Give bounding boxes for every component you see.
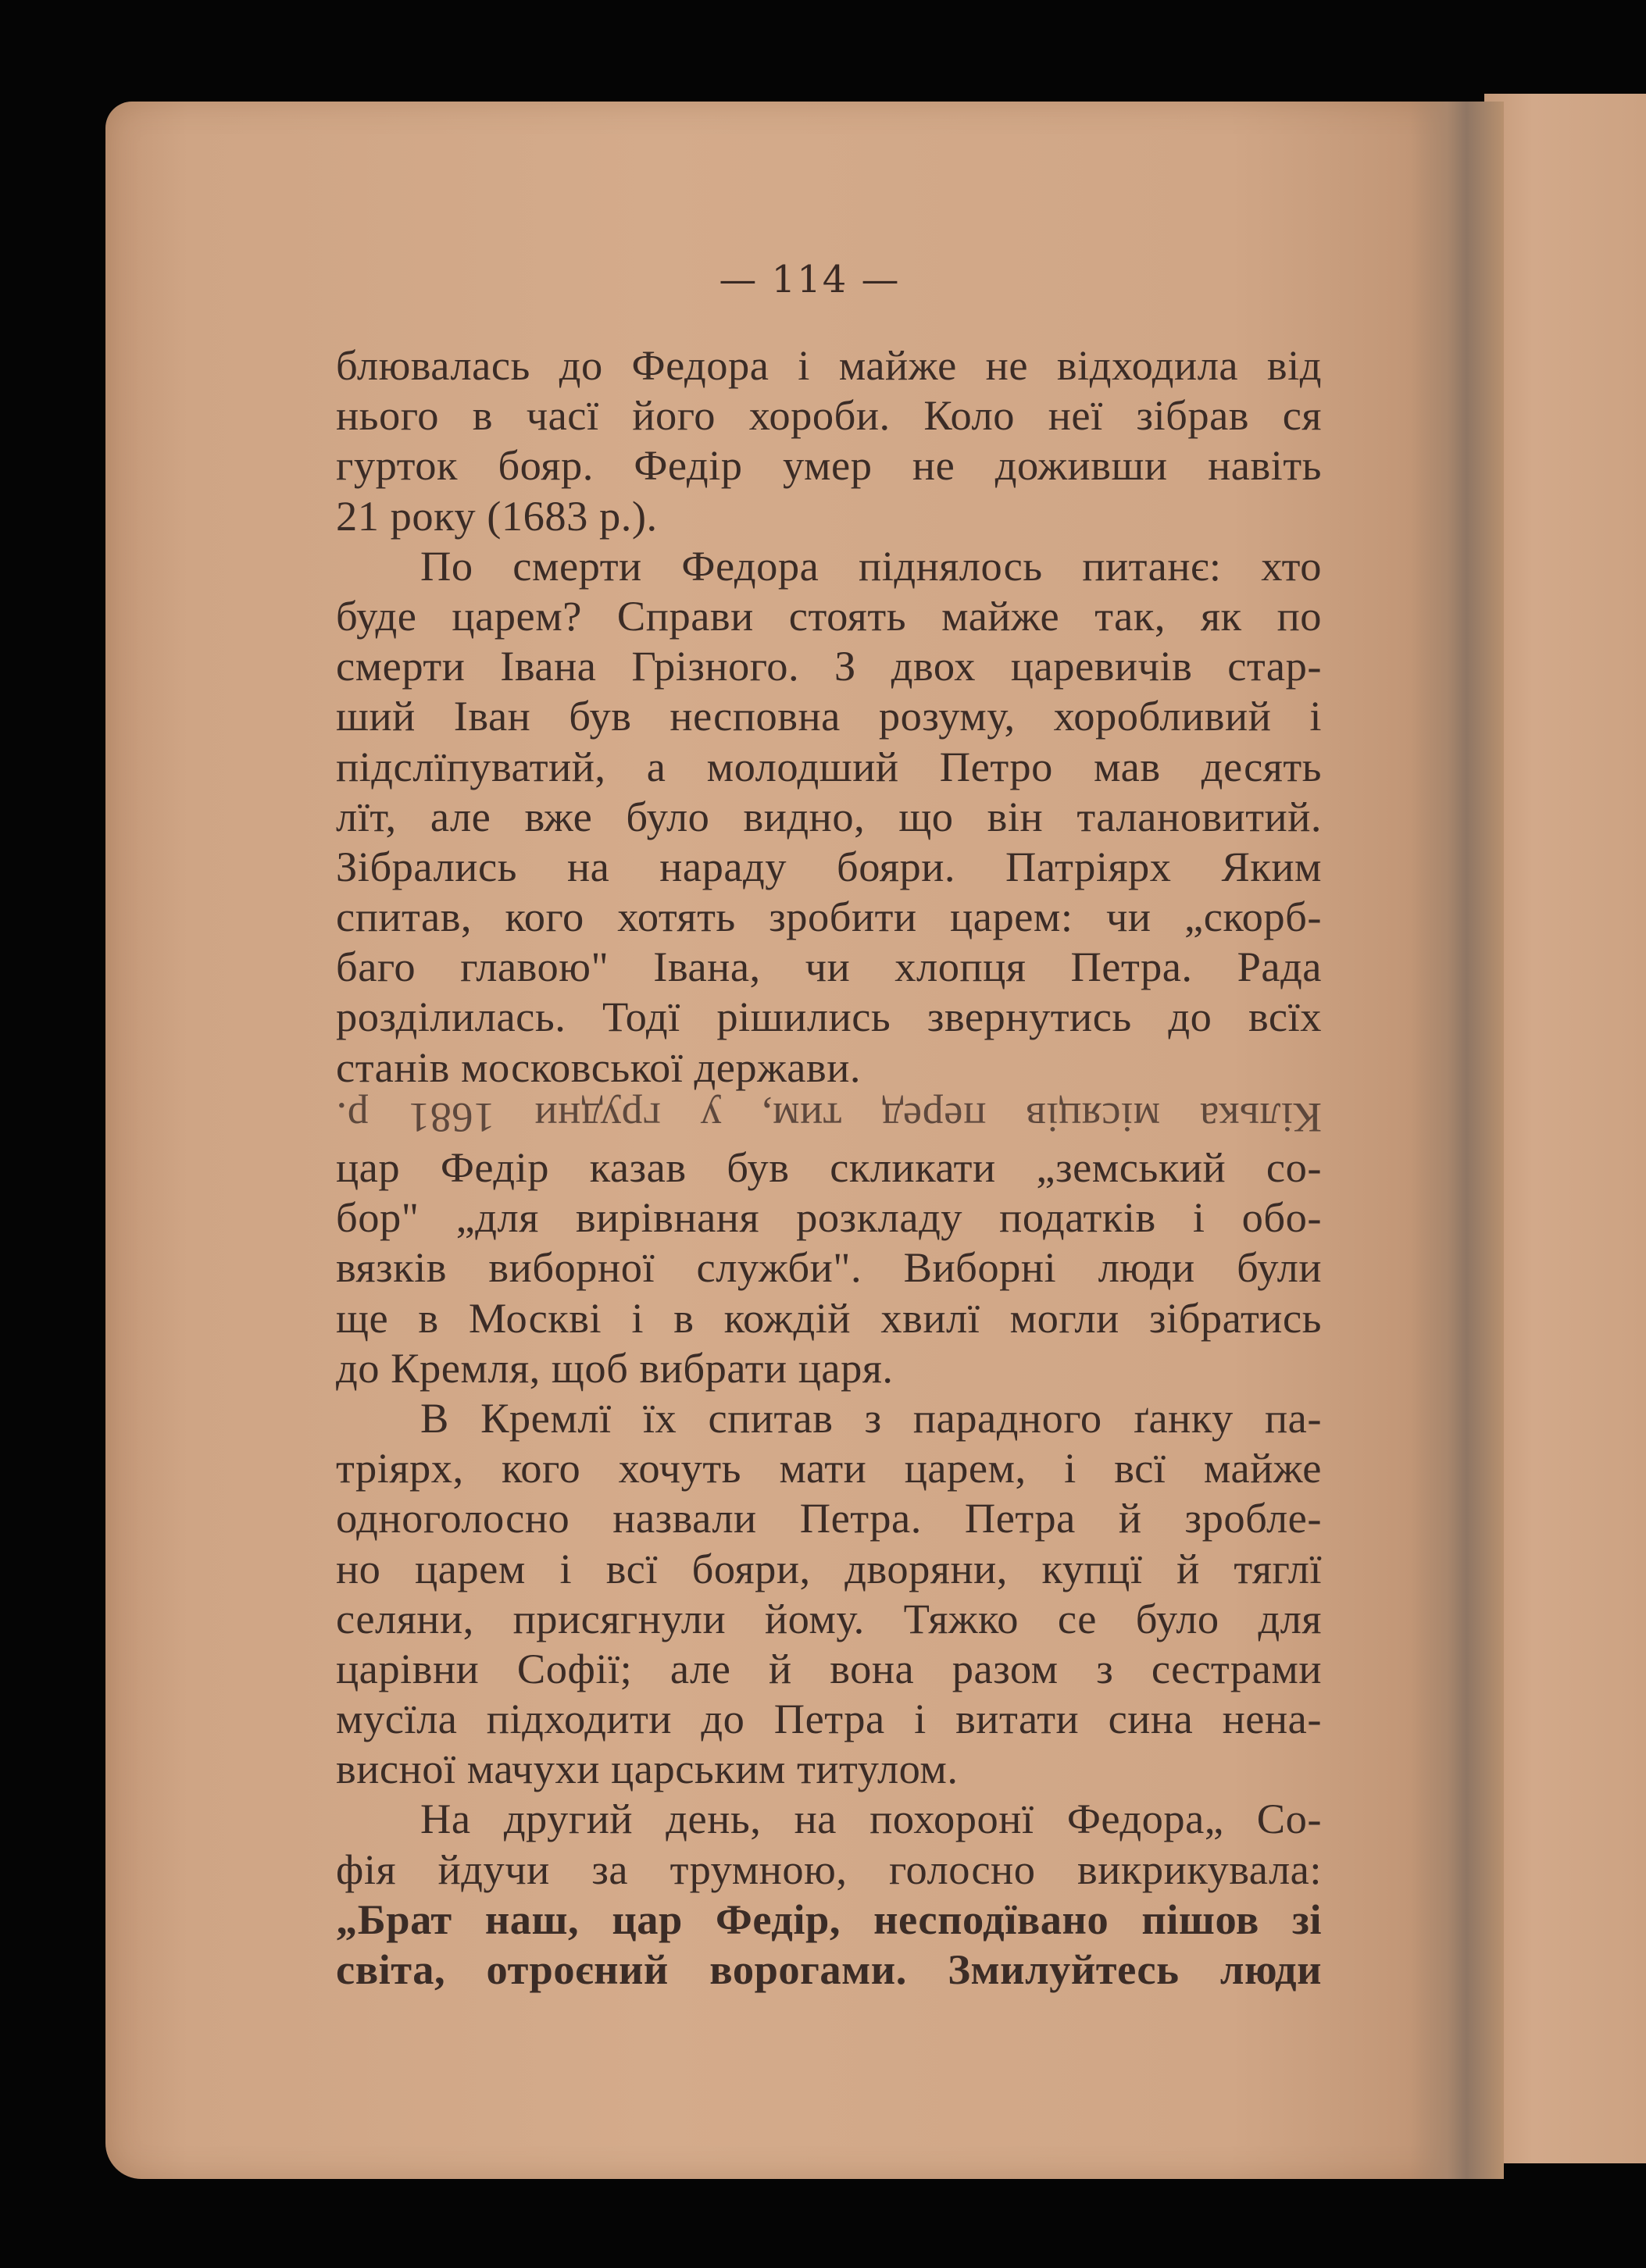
text-line: смерти Івана Грізного. З двох царевичів стар-	[336, 642, 1322, 690]
text-line: буде царем? Справи стоять майже так, як по	[336, 591, 1322, 640]
text-line: селяни, присягнули йому. Тяжко се було для	[336, 1594, 1322, 1642]
text-line: ший Іван був несповна розуму, хоробливий і	[336, 692, 1322, 740]
paragraph-start-line: По смерти Федора піднялось питанє: хто	[420, 541, 1322, 590]
page-text	[336, 341, 1322, 1995]
text-line: царівни Софії; але й вона разом з сестрами	[336, 1644, 1322, 1692]
paragraph-start-line: В Кремлї їх спитав з парадного ґанку па-	[420, 1393, 1322, 1442]
text-line: до Кремля, щоб вибрати царя.	[336, 1343, 894, 1392]
text-line: лїт, але вже було видно, що він талановитий.	[336, 792, 1322, 840]
text-line: но царем і всї бояри, дворяни, купцї й тяглї	[336, 1544, 1322, 1592]
bold-text-line: „Брат наш, цар Федір, несподївано пішов зі	[336, 1895, 1322, 1943]
text-line: розділилась. Тодї рішились звернутись до всїх	[336, 993, 1322, 1041]
text-line: спитав, кого хотять зробити царем: чи „скорб-	[336, 893, 1322, 941]
text-line: бор" „для вирівнаня розкладу податків і обо-	[336, 1193, 1322, 1242]
misprinted-mirrored-line: Кілька місяців перед тим, у грудни 1681 р.	[336, 1094, 1322, 1142]
text-line: 21 року (1683 р.).	[336, 491, 658, 540]
text-line: станів московської держави.	[336, 1043, 861, 1091]
text-line: блювалась до Федора і майже не відходила від	[336, 341, 1322, 389]
text-line: ще в Москві і в кождій хвилї могли зібратись	[336, 1293, 1322, 1342]
book-gutter	[1410, 102, 1504, 2179]
text-line: вязків виборної служби". Виборні люди були	[336, 1243, 1322, 1292]
facing-page-edge	[1484, 94, 1646, 2163]
text-line: фія йдучи за трумною, голосно викрикувала:	[336, 1845, 1322, 1893]
text-line: баго главою" Івана, чи хлопця Петра. Рада	[336, 943, 1322, 991]
text-line: Зібрались на нараду бояри. Патріярх Яким	[336, 842, 1322, 890]
text-line: підслїпуватий, а молодший Петро мав десять	[336, 742, 1322, 790]
text-line: нього в часї його хороби. Коло неї зібрав ся	[336, 391, 1322, 440]
text-line: тріярх, кого хочуть мати царем, і всї майже	[336, 1444, 1322, 1492]
text-line: висної мачухи царським титулом.	[336, 1745, 959, 1793]
bold-text-line: світа, отроєний ворогами. Змилуйтесь люди	[336, 1945, 1322, 1993]
paragraph-start-line: На другий день, на похоронї Федора„ Со-	[420, 1795, 1322, 1843]
page-number: — 114 —	[719, 258, 901, 301]
text-line: одноголосно назвали Петра. Петра й зробле-	[336, 1494, 1322, 1542]
text-line: мусїла підходити до Петра і витати сина нена-	[336, 1695, 1322, 1743]
text-line: гурток бояр. Федір умер не доживши навіть	[336, 441, 1322, 490]
text-line: цар Федір казав був скликати „земський со-	[336, 1143, 1322, 1191]
